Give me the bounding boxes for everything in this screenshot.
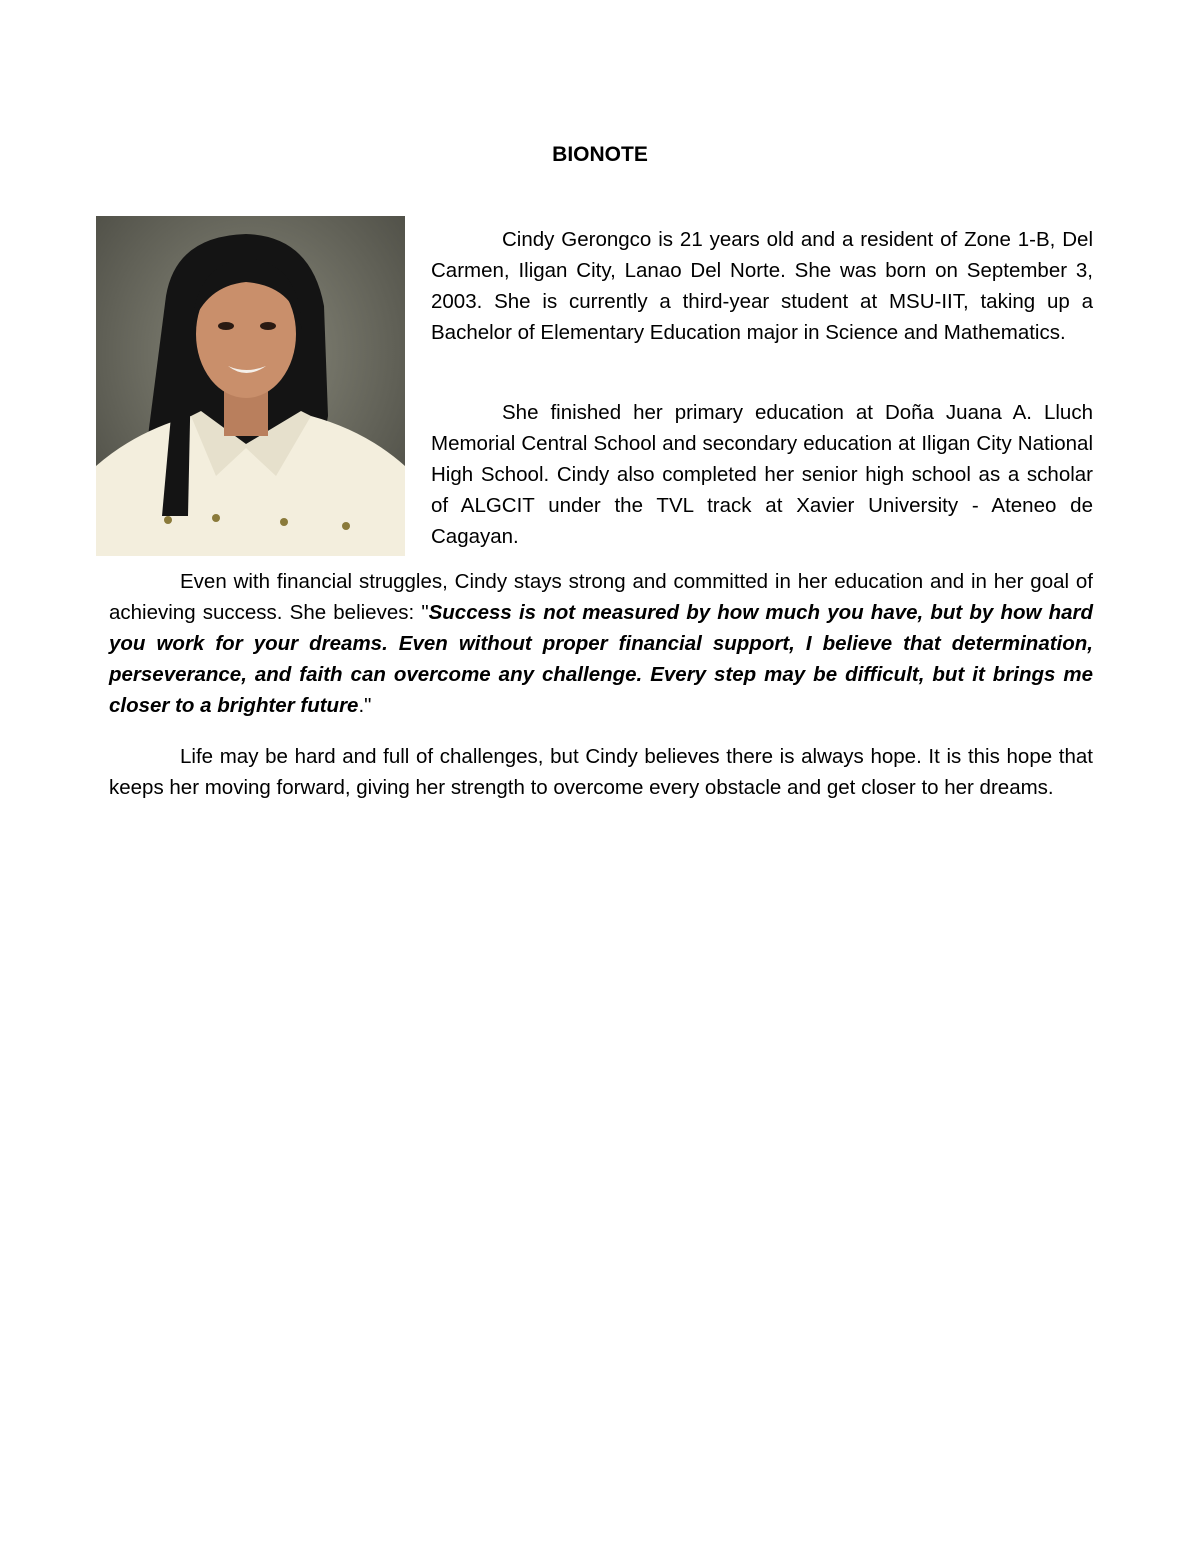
paragraph-education: She finished her primary education at Doña Juana A. Lluch Memorial Central School and secondary education at Iligan City National High School. Cindy also completed her senior high school as a scholar of ALGCIT under the TVL track at Xavier University - Ateneo de Cagayan. [431,401,1093,548]
page-title: BIONOTE [552,143,648,166]
beliefs-tail: ." [358,694,372,717]
beliefs-lead: Even with financial struggles, Cindy stays strong and committed in her education and in her goal of achieving success. She believes: " [109,570,1093,624]
paragraph-hope: Life may be hard and full of challenges, but Cindy believes there is always hope. It is this hope that keeps her moving forward, giving her strength to overcome every obstacle and get closer to her dreams. [109,745,1093,799]
beliefs-quote: Success is not measured by how much you have, but by how hard you work for your dreams. Even without proper financial support, I believe that determination, perseverance, and faith can overcome any challenge. Every step may be difficult, but it brings me closer to a brighter future [109,601,1094,717]
paragraph-personal-info: Cindy Gerongco is 21 years old and a resident of Zone 1-B, Del Carmen, Iligan City, Lanao Del Norte. She was born on September 3, 2003. She is currently a third-year student at MSU-IIT, taking up a Bachelor of Elementary Education major in Science and Mathematics. [431,228,1093,344]
paragraph-beliefs [109,566,1093,721]
portrait-photo [96,216,405,556]
